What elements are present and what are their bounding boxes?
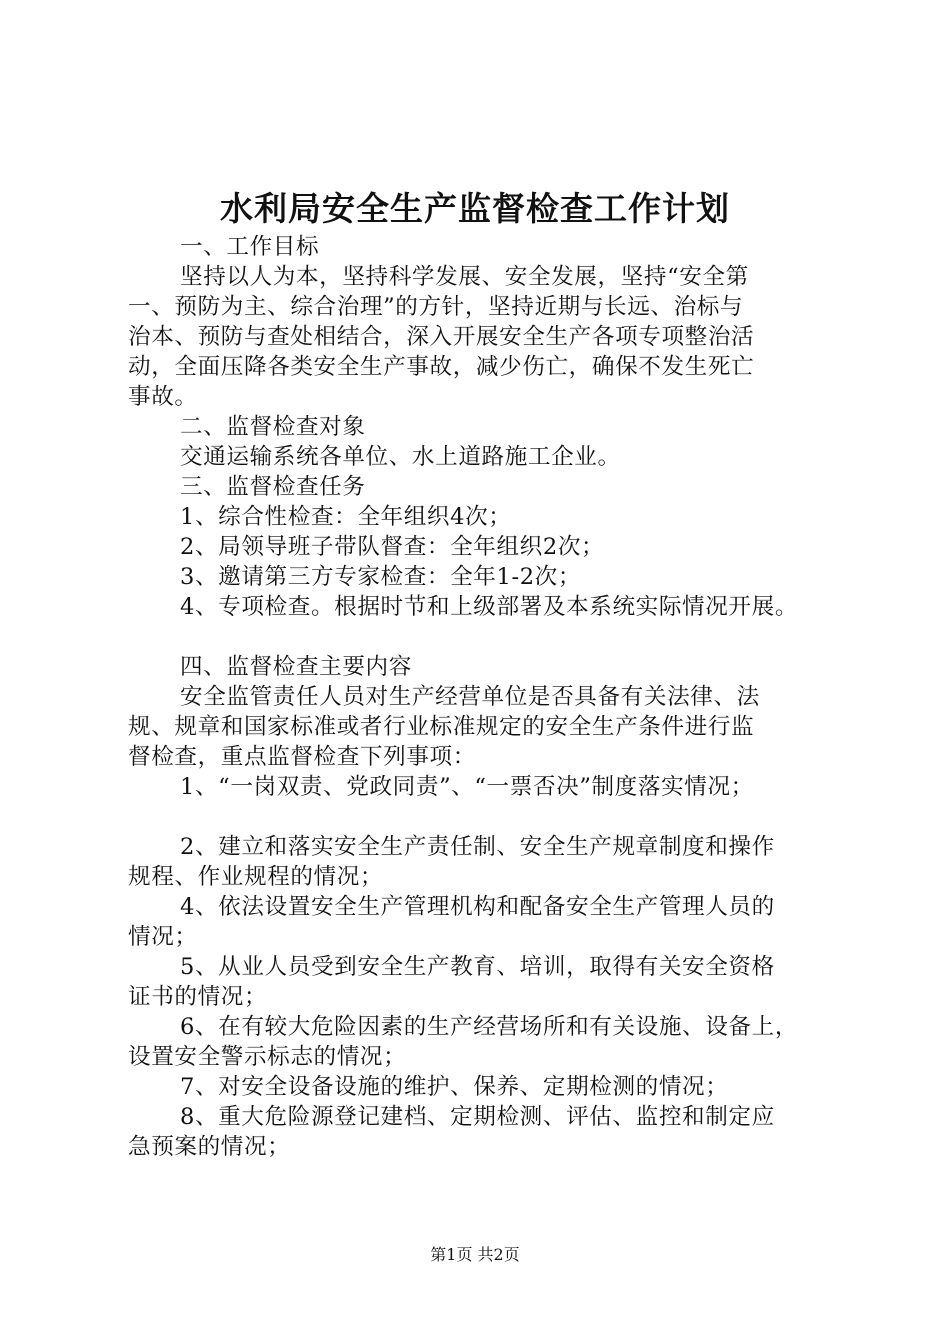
paragraph-line: 坚持以人为本，坚持科学发展、安全发展，坚持“安全第	[180, 264, 749, 290]
paragraph-line: 动，全面压降各类安全生产事故，减少伤亡，确保不发生死亡	[128, 354, 755, 380]
document-title: 水利局安全生产监督检查工作计划	[220, 189, 730, 228]
list-item: 2、建立和落实安全生产责任制、安全生产规章制度和操作	[180, 834, 775, 860]
paragraph-line: 规、规章和国家标准或者行业标准规定的安全生产条件进行监	[128, 714, 755, 740]
paragraph-line: 交通运输系统各单位、水上道路施工企业。	[180, 444, 621, 470]
list-item-continuation: 情况；	[128, 924, 198, 950]
paragraph-line: 一、预防为主、综合治理”的方针，坚持近期与长远、治标与	[128, 294, 744, 320]
list-item: 1、综合性检查：全年组织4次；	[180, 504, 512, 530]
section-heading-targets: 二、监督检查对象	[180, 414, 366, 440]
paragraph-line: 治本、预防与查处相结合，深入开展安全生产各项专项整治活	[128, 324, 755, 350]
list-item: 2、局领导班子带队督查：全年组织2次；	[180, 534, 605, 560]
section-heading-goals: 一、工作目标	[180, 234, 320, 260]
list-item: 3、邀请第三方专家检查：全年1-2次；	[180, 564, 582, 590]
document-body	[128, 232, 840, 1162]
paragraph-line: 安全监管责任人员对生产经营单位是否具备有关法律、法	[180, 684, 760, 710]
list-item: 5、从业人员受到安全生产教育、培训，取得有关安全资格	[180, 954, 775, 980]
list-item-continuation: 规程、作业规程的情况；	[128, 864, 384, 890]
list-item-continuation: 证书的情况；	[128, 984, 268, 1010]
paragraph-line: 督检查，重点监督检查下列事项：	[128, 744, 476, 770]
paragraph-line: 事故。	[128, 384, 198, 410]
list-item: 4、依法设置安全生产管理机构和配备安全生产管理人员的	[180, 894, 775, 920]
section-heading-contents: 四、监督检查主要内容	[180, 654, 412, 680]
blank-line	[128, 622, 840, 652]
list-item-continuation: 设置安全警示标志的情况；	[128, 1044, 407, 1070]
list-item: 8、重大危险源登记建档、定期检测、评估、监控和制定应	[180, 1104, 775, 1130]
page-number-footer: 第1页 共2页	[430, 1245, 520, 1264]
section-heading-tasks: 三、监督检查任务	[180, 474, 366, 500]
list-item: 4、专项检查。根据时节和上级部署及本系统实际情况开展。	[180, 594, 799, 620]
blank-line	[128, 802, 840, 832]
list-item: 1、“一岗双责、党政同责”、“一票否决”制度落实情况；	[180, 774, 754, 800]
list-item-continuation: 急预案的情况；	[128, 1134, 291, 1160]
list-item: 7、对安全设备设施的维护、保养、定期检测的情况；	[180, 1074, 729, 1100]
list-item: 6、在有较大危险因素的生产经营场所和有关设施、设备上，	[180, 1014, 799, 1040]
